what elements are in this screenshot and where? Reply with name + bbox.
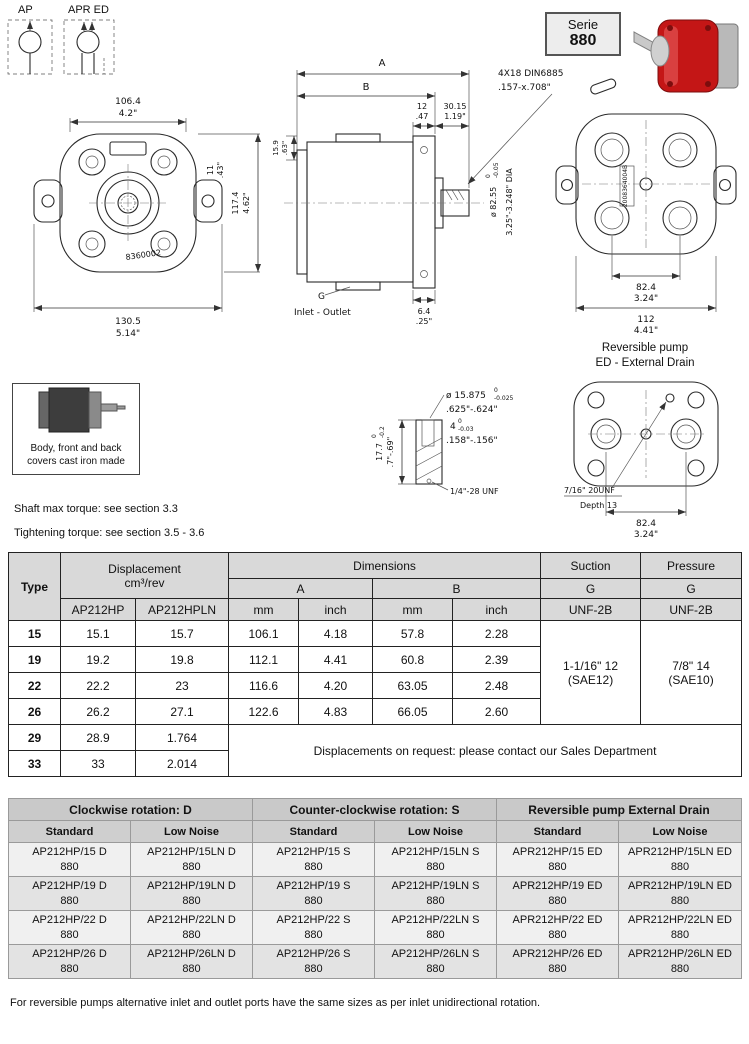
side-dim-port-in: .63" xyxy=(281,140,289,156)
dim-row-29 xyxy=(9,725,742,751)
footer-note: For reversible pumps alternative inlet and outlet ports have the same sizes as per inlet unidirectional rotation. xyxy=(10,997,541,1009)
shaft-dia: ø 15.875 xyxy=(446,391,486,401)
cell: 66.05 xyxy=(373,699,453,725)
type-cell: 29 xyxy=(9,725,61,751)
side-dia-in: 3.25"-3.248" DIA xyxy=(505,168,514,236)
symbol-ap-label: AP xyxy=(18,4,33,16)
cast-iron-drawing xyxy=(13,384,139,436)
back-dim-body-mm: 112 xyxy=(637,315,655,325)
a-inch-header: inch xyxy=(299,599,373,621)
cell: 2.014 xyxy=(136,751,229,777)
front-view-drawing xyxy=(8,92,270,344)
subheader-standard: Standard xyxy=(9,821,131,843)
side-dia-tol-lo: -0.05 xyxy=(493,162,500,178)
front-dim-height-in: 4.62" xyxy=(242,192,251,214)
model-cell: APR212HP/26 ED 880 xyxy=(497,945,619,979)
cell: 106.1 xyxy=(229,621,299,647)
col-ap212hpln-header: AP212HPLN xyxy=(136,599,229,621)
group-clockwise-header: Clockwise rotation: D xyxy=(9,799,253,821)
suction-thread: 1-1/16" 12 xyxy=(563,658,619,673)
shaft-dia-in: .625"-.624" xyxy=(446,405,498,415)
cell: 4.83 xyxy=(299,699,373,725)
model-row-26 xyxy=(9,945,742,979)
side-inlet-outlet-label: Inlet - Outlet xyxy=(294,308,351,318)
side-dim-key-in: .47 xyxy=(415,112,429,121)
model-cell: APR212HP/22 ED 880 xyxy=(497,911,619,945)
pressure-g-header: G xyxy=(641,579,742,599)
front-dim-height-mm: 117.4 xyxy=(231,191,240,215)
subheader-lownoise: Low Noise xyxy=(375,821,497,843)
shaft-key: 4 xyxy=(450,422,456,432)
model-cell: AP212HP/19LN D 880 xyxy=(131,877,253,911)
displacement-header xyxy=(61,553,229,599)
b-inch-header: inch xyxy=(453,599,541,621)
cell: 33 xyxy=(61,751,136,777)
cell: 4.20 xyxy=(299,673,373,699)
suction-unf-header: UNF-2B xyxy=(541,599,641,621)
model-cell: AP212HP/19LN S 880 xyxy=(375,877,497,911)
pressure-value-cell xyxy=(641,621,742,725)
shaft-len-tol-lo: -0.2 xyxy=(379,426,386,438)
front-dim-width-mm: 106.4 xyxy=(115,97,141,107)
back-dim-ports-in: 3.24" xyxy=(633,294,659,304)
side-dim-shaft-mm: 30.15 xyxy=(443,102,467,111)
reversible-dim-in: 3.24" xyxy=(633,530,659,540)
reversible-pump-drawing xyxy=(548,374,748,540)
dim-row-15 xyxy=(9,621,742,647)
model-cell: APR212HP/19LN ED 880 xyxy=(619,877,742,911)
model-cell: AP212HP/22LN S 880 xyxy=(375,911,497,945)
side-key-note-1: 4X18 DIN6885 xyxy=(498,69,564,79)
back-serial-label: 2008364004B xyxy=(622,164,629,208)
front-dim-tab-in: .43" xyxy=(216,161,225,179)
model-table-wrap xyxy=(8,798,742,979)
cell: 112.1 xyxy=(229,647,299,673)
displacement-header-unit: cm³/rev xyxy=(124,575,165,590)
reversible-depth-label: Depth 13 xyxy=(580,501,618,510)
cell: 2.28 xyxy=(453,621,541,647)
reversible-thread-label: 7/16" 20UNF xyxy=(564,486,615,495)
model-codes-table xyxy=(8,798,742,979)
dim-b-header: B xyxy=(373,579,541,599)
cell: 28.9 xyxy=(61,725,136,751)
back-dim-body-in: 4.41" xyxy=(633,326,659,336)
shaft-key-in: .158"-.156" xyxy=(446,436,498,446)
side-dim-plate-mm: 6.4 xyxy=(417,307,431,316)
cell: 2.60 xyxy=(453,699,541,725)
serie-label: Serie xyxy=(567,17,599,32)
model-cell: AP212HP/15 D 880 xyxy=(9,843,131,877)
model-cell: AP212HP/22LN D 880 xyxy=(131,911,253,945)
group-counterclockwise-header: Counter-clockwise rotation: S xyxy=(253,799,497,821)
cell: 2.48 xyxy=(453,673,541,699)
model-cell: APR212HP/26LN ED 880 xyxy=(619,945,742,979)
model-cell: AP212HP/26LN S 880 xyxy=(375,945,497,979)
cell: 22.2 xyxy=(61,673,136,699)
serie-badge xyxy=(545,12,621,56)
model-cell: AP212HP/26 D 880 xyxy=(9,945,131,979)
dimensions-header: Dimensions xyxy=(229,553,541,579)
shaft-detail-drawing xyxy=(372,382,542,508)
pump-product-image xyxy=(626,4,748,98)
shaft-len-mm: 17.7 xyxy=(375,443,384,461)
tightening-torque-note: Tightening torque: see section 3.5 - 3.6 xyxy=(14,527,205,539)
cell: 63.05 xyxy=(373,673,453,699)
shaft-len-in: .7"-.69" xyxy=(386,436,395,468)
subheader-standard: Standard xyxy=(253,821,375,843)
model-cell: AP212HP/26 S 880 xyxy=(253,945,375,979)
shaft-key-tol-lo: -0.03 xyxy=(458,426,474,433)
cell: 57.8 xyxy=(373,621,453,647)
displacement-header-label: Displacement xyxy=(108,561,181,576)
side-dim-b: B xyxy=(362,82,370,93)
front-dim-total-in: 5.14" xyxy=(115,329,141,339)
dimensions-table-wrap xyxy=(8,552,742,777)
pressure-header: Pressure xyxy=(641,553,742,579)
dimensions-table xyxy=(8,552,742,777)
side-g-label: G xyxy=(318,292,325,302)
model-cell: APR212HP/22LN ED 880 xyxy=(619,911,742,945)
subheader-lownoise: Low Noise xyxy=(619,821,742,843)
subheader-standard: Standard xyxy=(497,821,619,843)
side-dim-shaft-in: 1.19" xyxy=(444,112,466,121)
side-dim-a: A xyxy=(378,58,386,69)
model-row-19 xyxy=(9,877,742,911)
cell: 23 xyxy=(136,673,229,699)
pressure-unf-header: UNF-2B xyxy=(641,599,742,621)
cell: 122.6 xyxy=(229,699,299,725)
model-cell: AP212HP/19 D 880 xyxy=(9,877,131,911)
side-dia-tol-hi: 0 xyxy=(485,174,492,178)
cell: 26.2 xyxy=(61,699,136,725)
side-dim-port-mm: 15.9 xyxy=(272,140,280,156)
side-dim-key-mm: 12 xyxy=(416,102,428,111)
model-row-15 xyxy=(9,843,742,877)
type-cell: 15 xyxy=(9,621,61,647)
hydraulic-symbols-drawing xyxy=(6,16,118,80)
cast-iron-caption-line1: Body, front and back xyxy=(30,443,122,454)
group-reversible-header: Reversible pump External Drain xyxy=(497,799,742,821)
shaft-torque-note: Shaft max torque: see section 3.3 xyxy=(14,503,178,515)
back-view-drawing xyxy=(548,100,748,358)
model-cell: APR212HP/15 ED 880 xyxy=(497,843,619,877)
model-cell: AP212HP/15 S 880 xyxy=(253,843,375,877)
reversible-dim-mm: 82.4 xyxy=(635,519,657,529)
cell: 60.8 xyxy=(373,647,453,673)
model-cell: AP212HP/15LN S 880 xyxy=(375,843,497,877)
shaft-dia-tol-hi: 0 xyxy=(494,387,498,394)
shaft-dia-tol-lo: -0.025 xyxy=(494,395,514,402)
cell: 1.764 xyxy=(136,725,229,751)
suction-g-header: G xyxy=(541,579,641,599)
cell: 4.18 xyxy=(299,621,373,647)
displacement-request-note: Displacements on request: please contact our Sales Department xyxy=(229,725,742,777)
back-dim-ports-mm: 82.4 xyxy=(635,283,657,293)
front-dim-total-mm: 130.5 xyxy=(115,317,141,327)
front-dim-width-in: 4.2" xyxy=(118,109,138,119)
model-cell: AP212HP/26LN D 880 xyxy=(131,945,253,979)
cell: 116.6 xyxy=(229,673,299,699)
shaft-len-tol-hi: 0 xyxy=(371,434,378,438)
suction-sae: (SAE12) xyxy=(567,672,614,687)
pressure-sae: (SAE10) xyxy=(668,672,714,687)
cast-iron-inset xyxy=(12,383,140,475)
type-cell: 19 xyxy=(9,647,61,673)
serie-number: 880 xyxy=(569,32,597,49)
b-mm-header: mm xyxy=(373,599,453,621)
cell: 27.1 xyxy=(136,699,229,725)
symbol-apred-label: APR ED xyxy=(68,4,109,16)
model-cell: APR212HP/15LN ED 880 xyxy=(619,843,742,877)
model-cell: APR212HP/19 ED 880 xyxy=(497,877,619,911)
model-cell: AP212HP/22 S 880 xyxy=(253,911,375,945)
model-cell: AP212HP/19 S 880 xyxy=(253,877,375,911)
side-dia-mm: ø 82.55 xyxy=(489,186,498,218)
shaft-thread: 1/4"-28 UNF xyxy=(450,487,499,496)
subheader-lownoise: Low Noise xyxy=(131,821,253,843)
model-cell: AP212HP/15LN D 880 xyxy=(131,843,253,877)
side-dim-plate-in: .25" xyxy=(415,317,433,326)
type-cell: 33 xyxy=(9,751,61,777)
suction-value-cell xyxy=(541,621,641,725)
cell: 15.1 xyxy=(61,621,136,647)
a-mm-header: mm xyxy=(229,599,299,621)
shaft-key-tol-hi: 0 xyxy=(458,418,462,425)
reversible-title-line2: ED - External Drain xyxy=(595,356,695,369)
cast-iron-caption-line2: covers cast iron made xyxy=(27,456,125,467)
cell: 2.39 xyxy=(453,647,541,673)
pressure-thread: 7/8" 14 xyxy=(672,658,710,673)
col-ap212hp-header: AP212HP xyxy=(61,599,136,621)
front-dim-tab-mm: 11 xyxy=(206,164,215,176)
dim-a-header: A xyxy=(229,579,373,599)
suction-header: Suction xyxy=(541,553,641,579)
cell: 15.7 xyxy=(136,621,229,647)
cell: 19.2 xyxy=(61,647,136,673)
type-column-header: Type xyxy=(9,553,61,621)
cell: 19.8 xyxy=(136,647,229,673)
model-row-22 xyxy=(9,911,742,945)
side-key-note-2: .157-x.708" xyxy=(498,83,551,93)
cell: 4.41 xyxy=(299,647,373,673)
model-cell: AP212HP/22 D 880 xyxy=(9,911,131,945)
front-serial-label: 8360002 xyxy=(125,248,162,262)
reversible-title-line1: Reversible pump xyxy=(601,342,689,354)
type-cell: 22 xyxy=(9,673,61,699)
reversible-pump-title xyxy=(553,341,737,371)
type-cell: 26 xyxy=(9,699,61,725)
